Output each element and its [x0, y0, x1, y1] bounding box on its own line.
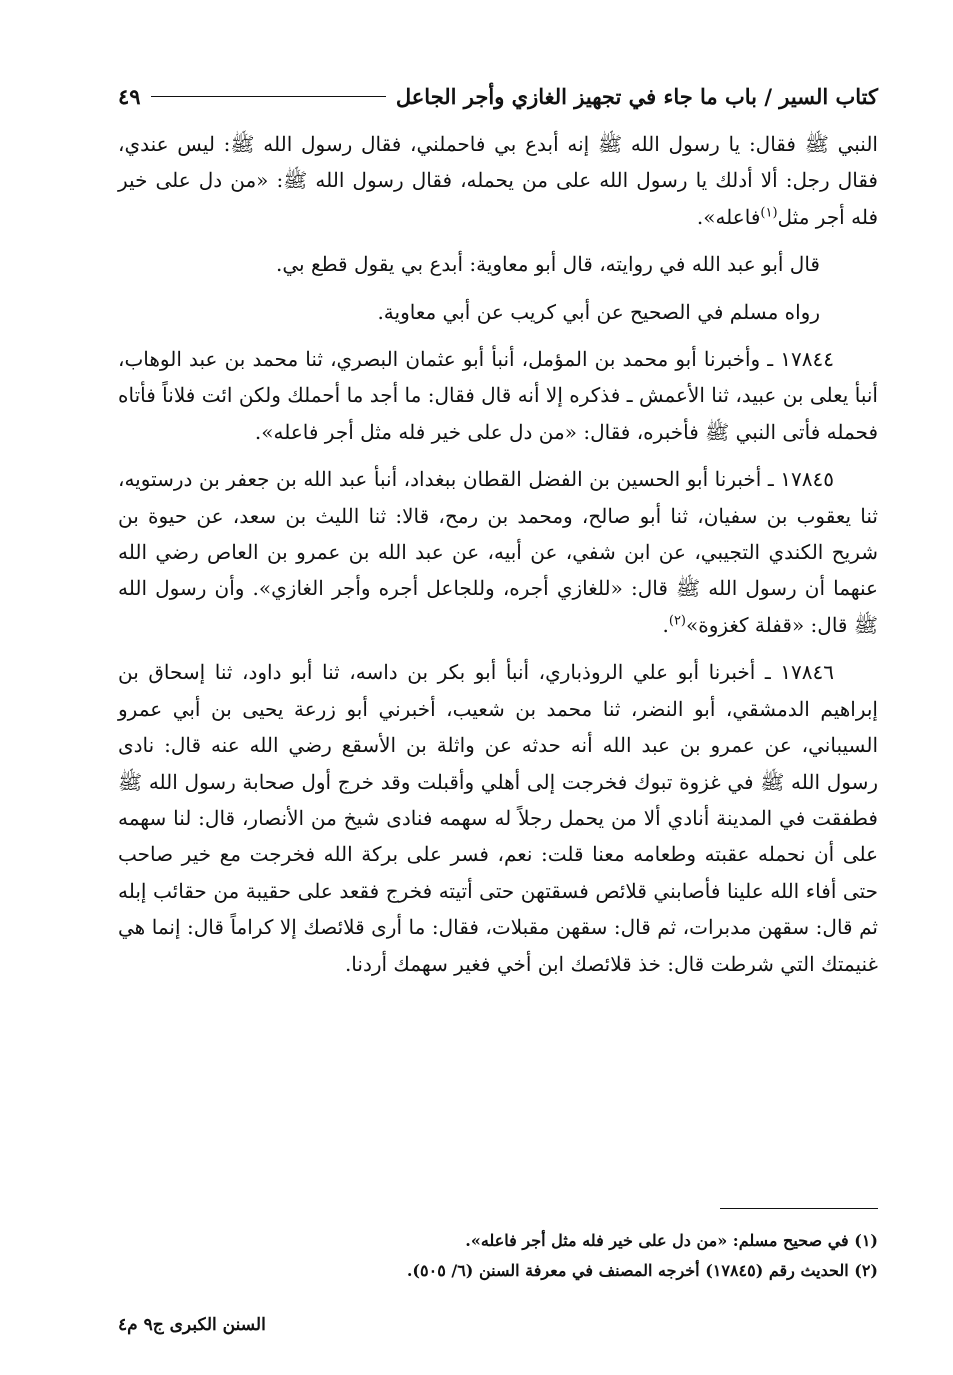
- signature-mark: السنن الكبرى ج٩ م٤: [118, 1315, 266, 1335]
- header-rule: [151, 96, 386, 97]
- paragraph-note: قال أبو عبد الله في روايته، قال أبو معاوية: أبدع بي يقول قطع بي.: [276, 252, 820, 277]
- footnote-2: (٢) الحديث رقم (١٧٨٤٥) أخرجه المصنف في معرفة السنن (٦/ ٥٠٥).: [406, 1261, 878, 1280]
- hadith-17844: ١٧٨٤٤ ـ وأخبرنا أبو محمد بن المؤمل، أنبأ أبو عثمان البصري، ثنا محمد بن عبد الوهاب، أنبأ يعلى بن عبيد، ثنا الأعمش ـ فذكره إلا أنه قال فقال: ما أجد ما أحملك ولكن ائت فلاناً فأتاه فحمله فأتى النبي ﷺ فأخبره، فقال: «من دل على خير فله مثل أجر فاعله».: [118, 347, 878, 444]
- hadith-17845: ١٧٨٤٥ ـ أخبرنا أبو الحسين بن الفضل القطان ببغداد، أنبأ عبد الله بن جعفر بن درستويه، ثنا يعقوب بن سفيان، ثنا أبو صالح، ومحمد بن رمح، قالا: ثنا الليث بن سعد، عن حيوة بن شريح الكندي التجيبي، عن ابن شفي، عن أبيه، عن عبد الله بن عمرو بن العاص رضي الله عنهما أن رسول الله ﷺ قال: «للغازي أجره، وللجاعل أجره وأجر الغازي». وأن رسول الله ﷺ قال: «قفلة كغزوة»$^{(٢)}$.: [118, 467, 878, 637]
- page-number: ٤٩: [118, 83, 141, 109]
- footnote-ref-1: (١): [760, 205, 778, 221]
- running-title: كتاب السير / باب ما جاء في تجهيز الغازي وأجر الجاعل: [395, 83, 878, 109]
- footnotes: [118, 1226, 878, 1286]
- footnote-rule: [720, 1208, 878, 1209]
- footnote-1: (١) في صحيح مسلم: «من دل على خير فله مثل أجر فاعله».: [465, 1231, 878, 1250]
- main-text: [118, 126, 878, 993]
- page-header: [118, 76, 878, 116]
- paragraph-source: رواه مسلم في الصحيح عن أبي كريب عن أبي معاوية.: [377, 299, 820, 324]
- hadith-17846: ١٧٨٤٦ ـ أخبرنا أبو علي الروذباري، أنبأ أبو بكر بن داسه، ثنا أبو داود، ثنا إسحاق بن إبراهيم الدمشقي، أبو النضر، ثنا محمد بن شعيب، أخبرني أبو زرعة يحيى بن أبي عمرو السيباني، عن عمرو بن عبد الله أنه حدثه عن واثلة بن الأسقع رضي الله عنه قال: نادى رسول الله ﷺ في غزوة تبوك فخرجت إلى أهلي وأقبلت وقد خرج أول صحابة رسول الله ﷺ فطفقت في المدينة أنادي ألا من يحمل رجلاً له سهمه فنادى شيخ من الأنصار، قال: لنا سهمه على أن نحمله عقبته وطعامه معنا قلت: نعم، فسر على بركة الله فخرجت مع خير صاحب حتى أفاء الله علينا فأصابني قلائص فسقتهن حتى أتيته فخرج فقعد على حقيبة من حقائب إبله ثم قال: سقهن مدبرات، ثم قال: سقهن مقبلات، فقال: ما أرى قلائصك إلا كراماً قال: إنما هي غنيمتك التي شرطت قال: خذ قلائصك ابن أخي فغير سهمك أردنا.: [118, 660, 878, 976]
- paragraph-continuation: النبي ﷺ فقال: يا رسول الله ﷺ إنه أبدع بي فاحملني، فقال رسول الله ﷺ: ليس عندي، فقال رجل: ألا أدلك يا رسول الله على من يحمله، فقال رسول الله ﷺ: «من دل على خير فله أجر مثل$^{(١)}$فاعله».: [118, 132, 878, 229]
- footnote-ref-2: (٢): [668, 613, 686, 629]
